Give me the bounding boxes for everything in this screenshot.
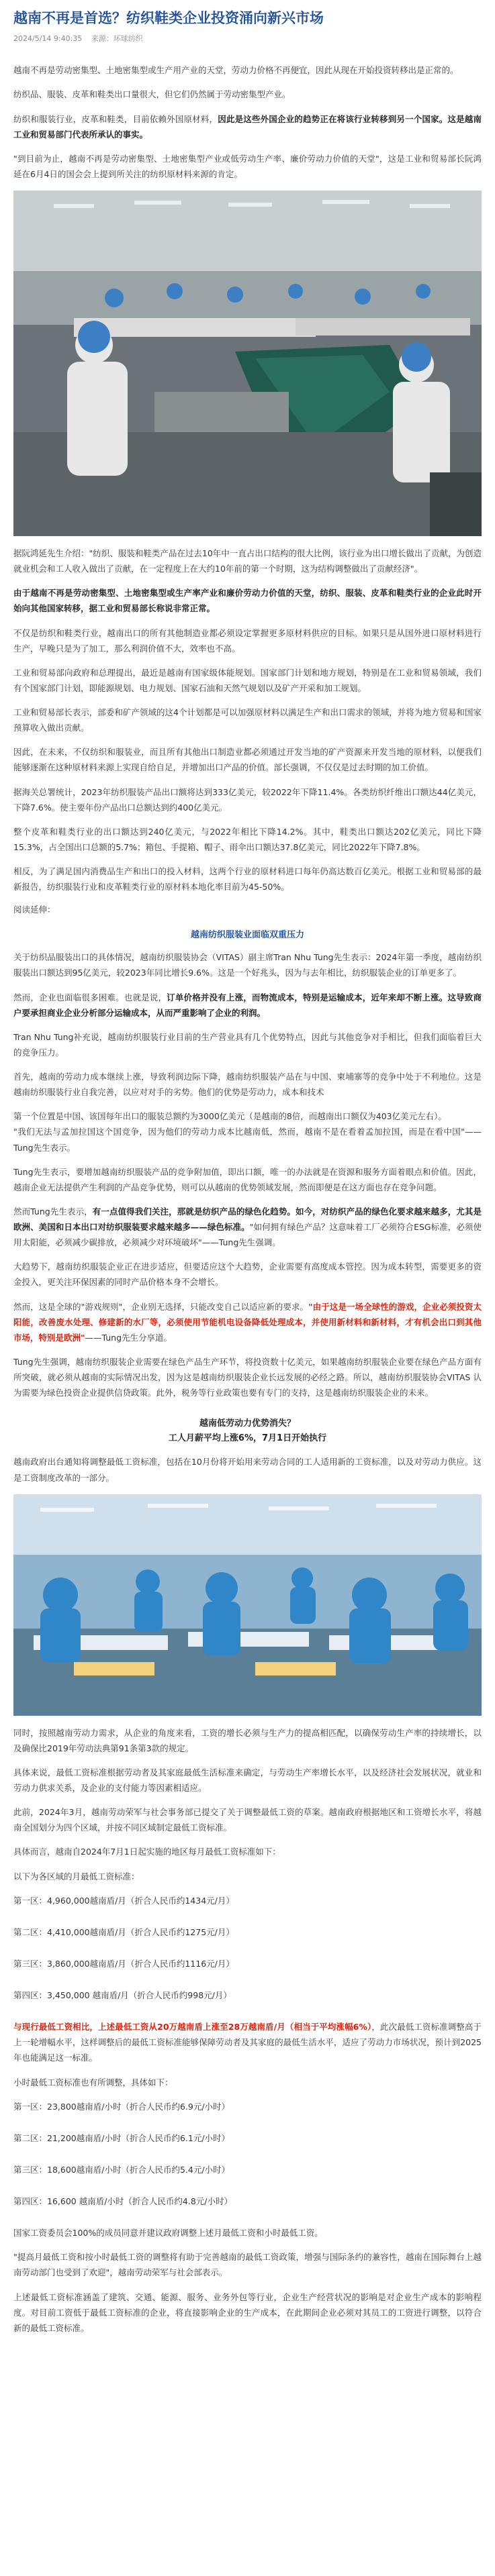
paragraph bbox=[13, 585, 482, 616]
paragraph: "提高月最低工资和按小时最低工资的调整将有助于完善越南的最低工资政策，增强与国际条约的兼容性，越南在国际舞台上越南劳动部门也受到了欢迎"，越南劳动荣军与社会部表示。 bbox=[13, 2252, 482, 2278]
paragraph: 第一个位置是中国、该国每年出口的服装总额约为3000亿美元（是越南的8倍，而越南出口额仅为403亿美元左右）。 "我们无法与孟加拉国这个国竞争，因为他们的劳动力成本比越南低，然而，越南不是在看着孟加拉国，而是在看中国"——Tung先生表示。 bbox=[13, 1111, 482, 1153]
paragraph: 具体来说，最低工资标准根据劳动者及其家庭最低生活标准来确定，与劳动生产率增长水平，以及经济社会发展状况，就业和劳动力供求关系，及企业的支付能力等因素相适应。 bbox=[13, 1767, 482, 1794]
paragraph: 此前，2024年3月，越南劳动荣军与社会事务部已提交了关于调整最低工资的草案。越南政府根据地区和工资增长水平，将越南全国划分为四个区域，并按不同区域制定最低工资标准。 bbox=[13, 1807, 482, 1833]
paragraph: 大趋势下，越南纺织服装企业正在进步适应，但要适应这个大趋势，企业需要有高度成本管控。因为成本转型，需要更多的资金投入，更关注环保因素的同时产品价格本身不会增长。 bbox=[13, 1261, 482, 1288]
paragraph: 整个皮革和鞋类行业的出口额达到240亿美元，与2022年相比下降14.2%。其中，鞋类出口额达202亿美元，同比下降15.3%，占全国出口总额的5.7%；箱包、手提箱、帽子、雨伞出口额达37.8亿美元，同比2022年下降7.8%。 bbox=[13, 826, 482, 852]
monthly-wage-list bbox=[13, 1893, 482, 2004]
paragraph: 上述最低工资标准涵盖了建筑、交通、能源、服务、业务外包等行业，企业生产经营状况的影响是对企业生产成本的影响程度。对目前工资低于最低工资标准的企业，将直接影响企业的生产成本，在此期间企业必须对其员工的工资进行调整，以符合新的最低工资标准。 bbox=[13, 2291, 482, 2333]
paragraph: 然而，企业也面临很多困难。也就是说，订单价格并没有上涨，而物流成本，特别是运输成本，近年来却不断上涨。这导致商户要承担商业企业分析部分运输成本，从而严重影响了企业的利润。 bbox=[13, 992, 482, 1018]
bold-emphasis: 订单价格并没有上涨，而物流成本，特别是运输成本，近年来却不断上涨。这导致商户要承担商业企业分析部分运输成本，从而严重影响了企业的利润。 bbox=[13, 992, 482, 1018]
wage-line: 第四区：3,450,000 越南盾/月（折合人民币约998元/月） bbox=[13, 1990, 232, 2001]
paragraph: 小时最低工资标准也有所调整，具体如下： bbox=[13, 2077, 173, 2088]
wage-line: 第二区：4,410,000越南盾/月（折合人民币约1275元/月） bbox=[13, 1926, 234, 1937]
paragraph: 越南不再是劳动密集型、土地密集型或生产用产业的天堂，劳动力价格不再便宜，因此从现在开始投资转移出是正常的。 bbox=[13, 65, 459, 76]
wage-line: 第三区：3,860,000越南盾/月（折合人民币约1116元/月） bbox=[13, 1958, 234, 1969]
section-title: 越南纺织服装业面临双重压力 bbox=[190, 930, 304, 941]
paragraph: 工业和贸易部长表示，部委和矿产领域的这4个计划都是可以加强原材料以满足生产和出口需求的领域，并将为地方贸易和国家预算收入做出贡献。 bbox=[13, 707, 482, 733]
paragraph: 然而Tung先生表示，有一点值得我们关注，那就是纺织产品的绿色化趋势。如今，对纺织产品的绿色化要求越来越多，尤其是欧洲、美国和日本出口对纺织服装要求越来越多——绿色标准。"如何拥有绿色产品？这意味着工厂必须符合ESG标准，必须使用太阳能，必须减少碳排放，必须减少对环境破坏"——Tung先生强调。 bbox=[13, 1206, 482, 1248]
paragraph: 据海关总署统计，2023年纺织服装产品出口额将达到333亿美元，较2022年下降11.4%。各类纺织纤维出口额达44亿美元，下降7.6%。使主要年份产品出口总额达到约400亿美元。 bbox=[13, 786, 482, 813]
article-date: 2024/5/14 9:40:35 bbox=[13, 34, 83, 44]
article-meta bbox=[13, 33, 482, 44]
red-emphasis: "由于这是一场全球性的游戏，企业必须投资太阳能，改善废水处理、修建新的水厂等，必须使用节能机电设备降低处理成本，并使用新材料和新材料，才有机会出口到其他市场，特别是欧洲" bbox=[13, 1301, 482, 1343]
bold-emphasis: 有一点值得我们关注，那就是纺织产品的绿色化趋势。如今，对纺织产品的绿色化要求越来越多，尤其是欧洲、美国和日本出口对纺织服装要求越来越多——绿色标准。 bbox=[13, 1206, 482, 1233]
paragraph: Tran Nhu Tung补充说，越南纺织服装行业目前的生产营业具有几个优势特点，因此与其他竞争对手相比，但我们面临着巨大的竞争压力。 bbox=[13, 1031, 482, 1058]
paragraph: "到目前为止，越南不再是劳动密集型、土地密集型产业或低劳动生产率、廉价劳动力价值的天堂"，这是工业和贸易部长阮鸿延在6月4日的国会会上提到所关注的纺织原材料来源的肯定。 bbox=[13, 153, 482, 179]
paragraph: 与现行最低工资相比，上述最低工资从20万越南盾上涨至28万越南盾/月（相当于平均涨幅6%），此次最低工资标准调整高于上一轮增幅水平，这样调整后的最低工资标准能够保障劳动者及其家庭的最低生活水平，适应了劳动力市场状况，预计到2025年也能满足这一标准。 bbox=[13, 2022, 482, 2063]
paragraph: 同时，按照越南劳动力需求，从企业的角度来看，工资的增长必须与生产力的提高相匹配，以确保劳动生产率的持续增长，以及确保比2019年劳动法典第91条第3款的规定。 bbox=[13, 1727, 482, 1753]
red-emphasis: 与现行最低工资相比，上述最低工资从20万越南盾上涨至28万越南盾/月（相当于平均涨幅6%） bbox=[13, 2022, 372, 2032]
section-title-line: 越南低劳动力优势消失？ bbox=[199, 1419, 296, 1429]
paragraph: 国家工资委员会100%的成员同意并建议政府调整上述月最低工资和小时最低工资。 bbox=[13, 2228, 323, 2238]
paragraph: 相反，为了满足国内消费品生产和出口的投入材料，这两个行业的原材料进口每年仍高达数百亿美元。根据工业和贸易部的最新报告，纺织服装行业和皮革鞋类行业的原材料本地化率目前为45-50%。 bbox=[13, 866, 482, 892]
bold-emphasis: 因此是这些外国企业的趋势正在将该行业转移到另一个国家。这是越南工业和贸易部门代表所承认的事实。 bbox=[13, 113, 482, 140]
article-source: 来源：环球纺织 bbox=[91, 34, 143, 44]
wage-line: 第二区：21,200越南盾/小时（折合人民币约6.1元/小时） bbox=[13, 2132, 230, 2143]
paragraph: Tung先生表示，要增加越南纺织服装产品的竞争附加值，即出口额，唯一的办法就是在资源和服务方面着眼点和价值。因此，越南企业无法提供产生利润的产品竞争优势，则可以从越南的优势领域发展，然而即便是在这方面也存在竞争问题。 bbox=[13, 1166, 482, 1192]
section-title-line: 工人月薪平均上涨6%，7月1日开始执行 bbox=[168, 1433, 327, 1444]
paragraph: 首先，越南的劳动力成本继续上涨，导致利润边际下降，越南纺织服装产品在与中国、柬埔寨等的竞争中处于不利地位。这是越南纺织服装行业自我完善，以应对对手的劣势。他们的优势是劳动力，成本和技术 bbox=[13, 1072, 482, 1098]
paragraph: 越南政府出台通知将调整最低工资标准，包括在10月份将开始用来劳动合同的工人适用新的工资标准，以及对劳动力供应。这是工资制度改革的一部分。 bbox=[13, 1457, 482, 1483]
wage-line: 第三区：18,600越南盾/小时（折合人民币约5.4元/小时） bbox=[13, 2164, 230, 2175]
further-reading-label: 阅读延伸： bbox=[13, 905, 56, 915]
article-title: 越南不再是首选？纺织鞋类企业投资涌向新兴市场 bbox=[13, 10, 324, 26]
paragraph: 然而，这是全球的"游戏规则"，企业别无选择，只能改变自己以适应新的要求。"由于这是一场全球性的游戏，企业必须投资太阳能，改善废水处理、修建新的水厂等，必须使用节能机电设备降低处理成本，并使用新材料和新材料，才有机会出口到其他市场，特别是欧洲"——Tung先生分享道。 bbox=[13, 1301, 482, 1343]
paragraph: 纺织和服装行业，皮革和鞋类，目前依赖外国原材料，因此是这些外国企业的趋势正在将该行业转移到另一个国家。这是越南工业和贸易部门代表所承认的事实。 bbox=[13, 113, 482, 140]
hourly-wage-list bbox=[13, 2099, 482, 2210]
wage-line: 第一区：4,960,000越南盾/月（折合人民币约1434元/月） bbox=[13, 1895, 234, 1906]
paragraph: 不仅是纺织和鞋类行业，越南出口的所有其他制造业都必须设定掌握更多原材料供应的目标。如果只是从国外进口原材料进行生产，早晚只是为了加工，那么利润价值不大，效率也不高。 bbox=[13, 627, 482, 654]
garment-factory-photo bbox=[13, 191, 482, 536]
paragraph: 纺织品、服装、皮革和鞋类出口量很大，但它们仍然属于劳动密集型产业。 bbox=[13, 89, 291, 100]
section-title bbox=[13, 1416, 482, 1446]
wage-line: 第一区：23,800越南盾/小时（折合人民币约6.9元/小时） bbox=[13, 2101, 230, 2112]
bold-emphasis: 由于越南不再是劳动密集型、土地密集型或生产率产业和廉价劳动力价值的天堂，纺织、服装、皮革和鞋类行业的企业此时开始向其他国家转移，据工业和贸易部长称说非常正常。 bbox=[13, 588, 482, 614]
paragraph: 工业和贸易部向政府和总理提出，最近是越南有国家级体能规划。国家部门计划和地方规划，特别是在工业和贸易领域，我们有个国家部门计划，即能源规划、电力规划、国家石油和天然气规划以及矿产开采和加工规划。 bbox=[13, 667, 482, 693]
paragraph: 关于纺织品服装出口的具体情况，越南纺织服装协会（VITAS）副主席Tran Nhu Tung先生表示：2024年第一季度，越南纺织服装出口额达到95亿美元，较2023年同比增长9.6%。这是一个好兆头，因为与去年相比，纺织服装企业的订单更多了。 bbox=[13, 952, 482, 978]
paragraph: 据阮鸿延先生介绍："纺织、服装和鞋类产品在过去10年中一直占出口结构的很大比例，该行业为出口增长做出了贡献，为创造就业机会和工人收入做出了贡献，在一定程度上在大约10年前的第一个时期，这为结构调整做出了贡献经济"。 bbox=[13, 548, 482, 574]
paragraph: 具体而言，越南自2024年7月1日起实施的地区每月最低工资标准如下： bbox=[13, 1847, 281, 1857]
paragraph: 因此，在未来，不仅纺织和服装业，而且所有其他出口制造业都必须通过开发当地的矿产资源来开发当地的原材料，以便我们能够逐渐在这种原材料来源上实现自给自足，并增加出口产品的价值。部长强调，不仅仅是过去时期的加工价值。 bbox=[13, 747, 482, 773]
wage-line: 第四区：16,600 越南盾/小时（折合人民币约4.8元/小时） bbox=[13, 2196, 233, 2207]
paragraph: 以下为各区域的月最低工资标准： bbox=[13, 1871, 140, 1882]
paragraph: Tung先生强调，越南纺织服装企业需要在绿色产品生产环节，将投资数十亿美元，如果越南纺织服装企业要在绿色产品方面有所突破，就必须从越南的实际情况出发，因为这是越南纺织服装企业长远发展的必经之路。所以，越南纺织服装协会VITAS 认为需要为绿色投资企业提供信贷政策。此外，税务等行业政策也要有专门的支持，这是越南纺织服装企业的未来。 bbox=[13, 1356, 482, 1398]
sewing-workers-photo bbox=[13, 1494, 482, 1716]
